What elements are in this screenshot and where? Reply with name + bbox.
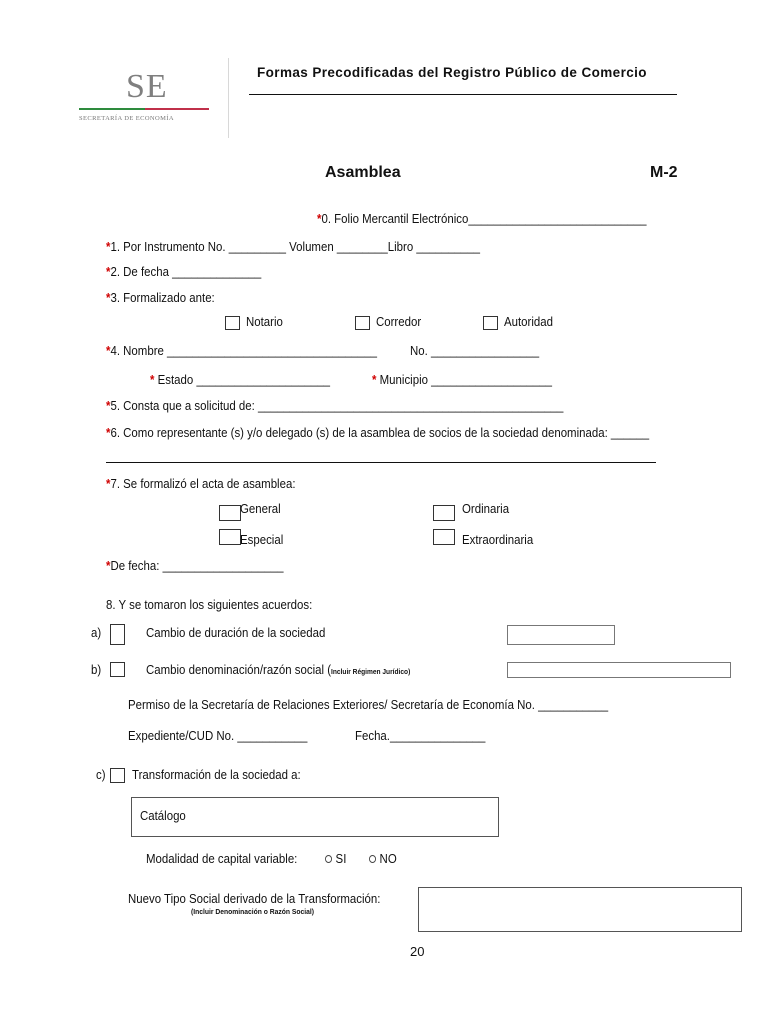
required-mark: * bbox=[317, 211, 322, 226]
option-notario-label: Notario bbox=[246, 314, 283, 329]
field-consta-solicitud[interactable] bbox=[106, 398, 563, 414]
header-title: Formas Precodificadas del Registro Público de Comercio bbox=[257, 65, 647, 80]
header-rule bbox=[249, 94, 677, 95]
field-representante-label: 6. Como representante (s) y/o delegado (s) de la asamblea de socios de la sociedad denominada: ______ bbox=[110, 425, 650, 440]
required-mark: * bbox=[372, 372, 377, 387]
checkbox-acuerdo-c[interactable] bbox=[110, 768, 125, 783]
field-de-fecha-acta[interactable] bbox=[106, 558, 283, 574]
option-corredor-label: Corredor bbox=[376, 314, 422, 329]
modalidad-capital bbox=[146, 851, 297, 867]
field-nombre-label: 4. Nombre _________________________________ bbox=[110, 343, 378, 358]
catalogo-select[interactable] bbox=[131, 797, 499, 837]
option-especial-label: Especial bbox=[240, 532, 284, 547]
field-acta-label: 7. Se formalizó el acta de asamblea: bbox=[110, 476, 296, 491]
required-mark: * bbox=[106, 343, 111, 358]
checkbox-ordinaria[interactable] bbox=[433, 505, 455, 521]
modalidad-label: Modalidad de capital variable: bbox=[146, 851, 298, 866]
field-estado[interactable] bbox=[150, 372, 330, 388]
checkbox-autoridad[interactable] bbox=[483, 316, 498, 330]
required-mark: * bbox=[106, 476, 111, 491]
field-formalizado-ante bbox=[106, 290, 215, 306]
field-folio-mercantil[interactable] bbox=[317, 211, 646, 227]
logo-green-bar bbox=[79, 108, 145, 110]
page-number: 20 bbox=[410, 944, 425, 959]
form-code: M-2 bbox=[650, 164, 678, 181]
acuerdo-b-text bbox=[146, 662, 410, 680]
input-denominacion[interactable] bbox=[507, 662, 731, 678]
field-estado-label: Estado _____________________ bbox=[157, 372, 331, 387]
checkbox-notario[interactable] bbox=[225, 316, 240, 330]
field-fecha[interactable]: Fecha._______________ bbox=[355, 728, 486, 743]
option-extraordinaria-label: Extraordinaria bbox=[462, 532, 534, 547]
required-mark: * bbox=[106, 425, 111, 440]
field-de-fecha-label: 2. De fecha ______________ bbox=[110, 264, 262, 279]
acuerdo-b-label: b) bbox=[91, 662, 102, 677]
field-representante-line[interactable] bbox=[106, 462, 656, 463]
nuevo-tipo-note: (Incluir Denominación o Razón Social) bbox=[191, 907, 315, 916]
acuerdo-c-label: c) bbox=[96, 767, 106, 782]
acuerdo-b-note: Incluir Régimen Jurídico) bbox=[331, 667, 411, 676]
field-de-fecha-acta-label: De fecha: ___________________ bbox=[110, 558, 284, 573]
field-nombre[interactable] bbox=[106, 343, 377, 359]
required-mark: * bbox=[106, 239, 111, 254]
required-mark: * bbox=[106, 290, 111, 305]
field-acta-asamblea bbox=[106, 476, 296, 492]
field-municipio[interactable] bbox=[372, 372, 552, 388]
field-municipio-label: Municipio ___________________ bbox=[379, 372, 553, 387]
radio-si-option[interactable] bbox=[325, 851, 346, 867]
field-no[interactable]: No. _________________ bbox=[410, 343, 540, 358]
field-permiso[interactable]: Permiso de la Secretaría de Relaciones Exteriores/ Secretaría de Economía No. ___________ bbox=[128, 697, 609, 712]
field-formalizado-label: 3. Formalizado ante: bbox=[110, 290, 215, 305]
acuerdo-a-text: Cambio de duración de la sociedad bbox=[146, 625, 326, 640]
checkbox-general[interactable] bbox=[219, 505, 241, 521]
required-mark: * bbox=[106, 558, 111, 573]
radio-no-label: NO bbox=[379, 851, 397, 866]
field-representante[interactable] bbox=[106, 425, 649, 441]
field-instrumento-label: 1. Por Instrumento No. _________ Volumen ________Libro __________ bbox=[110, 239, 480, 254]
checkbox-acuerdo-a[interactable] bbox=[110, 624, 125, 645]
catalogo-label: Catálogo bbox=[140, 808, 186, 823]
input-nuevo-tipo[interactable] bbox=[418, 887, 742, 932]
field-consta-label: 5. Consta que a solicitud de: ________________________________________________ bbox=[110, 398, 564, 413]
logo-mark: SE bbox=[126, 68, 168, 105]
radio-si-icon[interactable] bbox=[325, 855, 332, 863]
checkbox-extraordinaria[interactable] bbox=[433, 529, 455, 545]
logo-divider bbox=[228, 58, 229, 138]
radio-no-option[interactable] bbox=[369, 851, 397, 867]
radio-no-icon[interactable] bbox=[369, 855, 376, 863]
required-mark: * bbox=[150, 372, 155, 387]
option-autoridad-label: Autoridad bbox=[504, 314, 553, 329]
field-acuerdos-heading: 8. Y se tomaron los siguientes acuerdos: bbox=[106, 597, 313, 612]
input-duracion[interactable] bbox=[507, 625, 615, 645]
option-ordinaria-label: Ordinaria bbox=[462, 501, 510, 516]
radio-si-label: SI bbox=[335, 851, 347, 866]
checkbox-corredor[interactable] bbox=[355, 316, 370, 330]
field-expediente[interactable]: Expediente/CUD No. ___________ bbox=[128, 728, 308, 743]
field-folio-label: 0. Folio Mercantil Electrónico____________________________ bbox=[321, 211, 647, 226]
required-mark: * bbox=[106, 264, 111, 279]
acuerdo-a-label: a) bbox=[91, 625, 102, 640]
acuerdo-c-text: Transformación de la sociedad a: bbox=[132, 767, 301, 782]
nuevo-tipo-label: Nuevo Tipo Social derivado de la Transformación: bbox=[128, 891, 381, 906]
logo-subtitle: SECRETARÍA DE ECONOMÍA bbox=[79, 115, 174, 122]
acuerdo-b-main: Cambio denominación/razón social ( bbox=[146, 662, 332, 677]
field-de-fecha[interactable] bbox=[106, 264, 261, 280]
required-mark: * bbox=[106, 398, 111, 413]
checkbox-especial[interactable] bbox=[219, 529, 241, 545]
field-instrumento[interactable] bbox=[106, 239, 480, 255]
option-general-label: General bbox=[240, 501, 281, 516]
form-title: Asamblea bbox=[325, 164, 401, 181]
logo-red-bar bbox=[145, 108, 209, 110]
checkbox-acuerdo-b[interactable] bbox=[110, 662, 125, 677]
